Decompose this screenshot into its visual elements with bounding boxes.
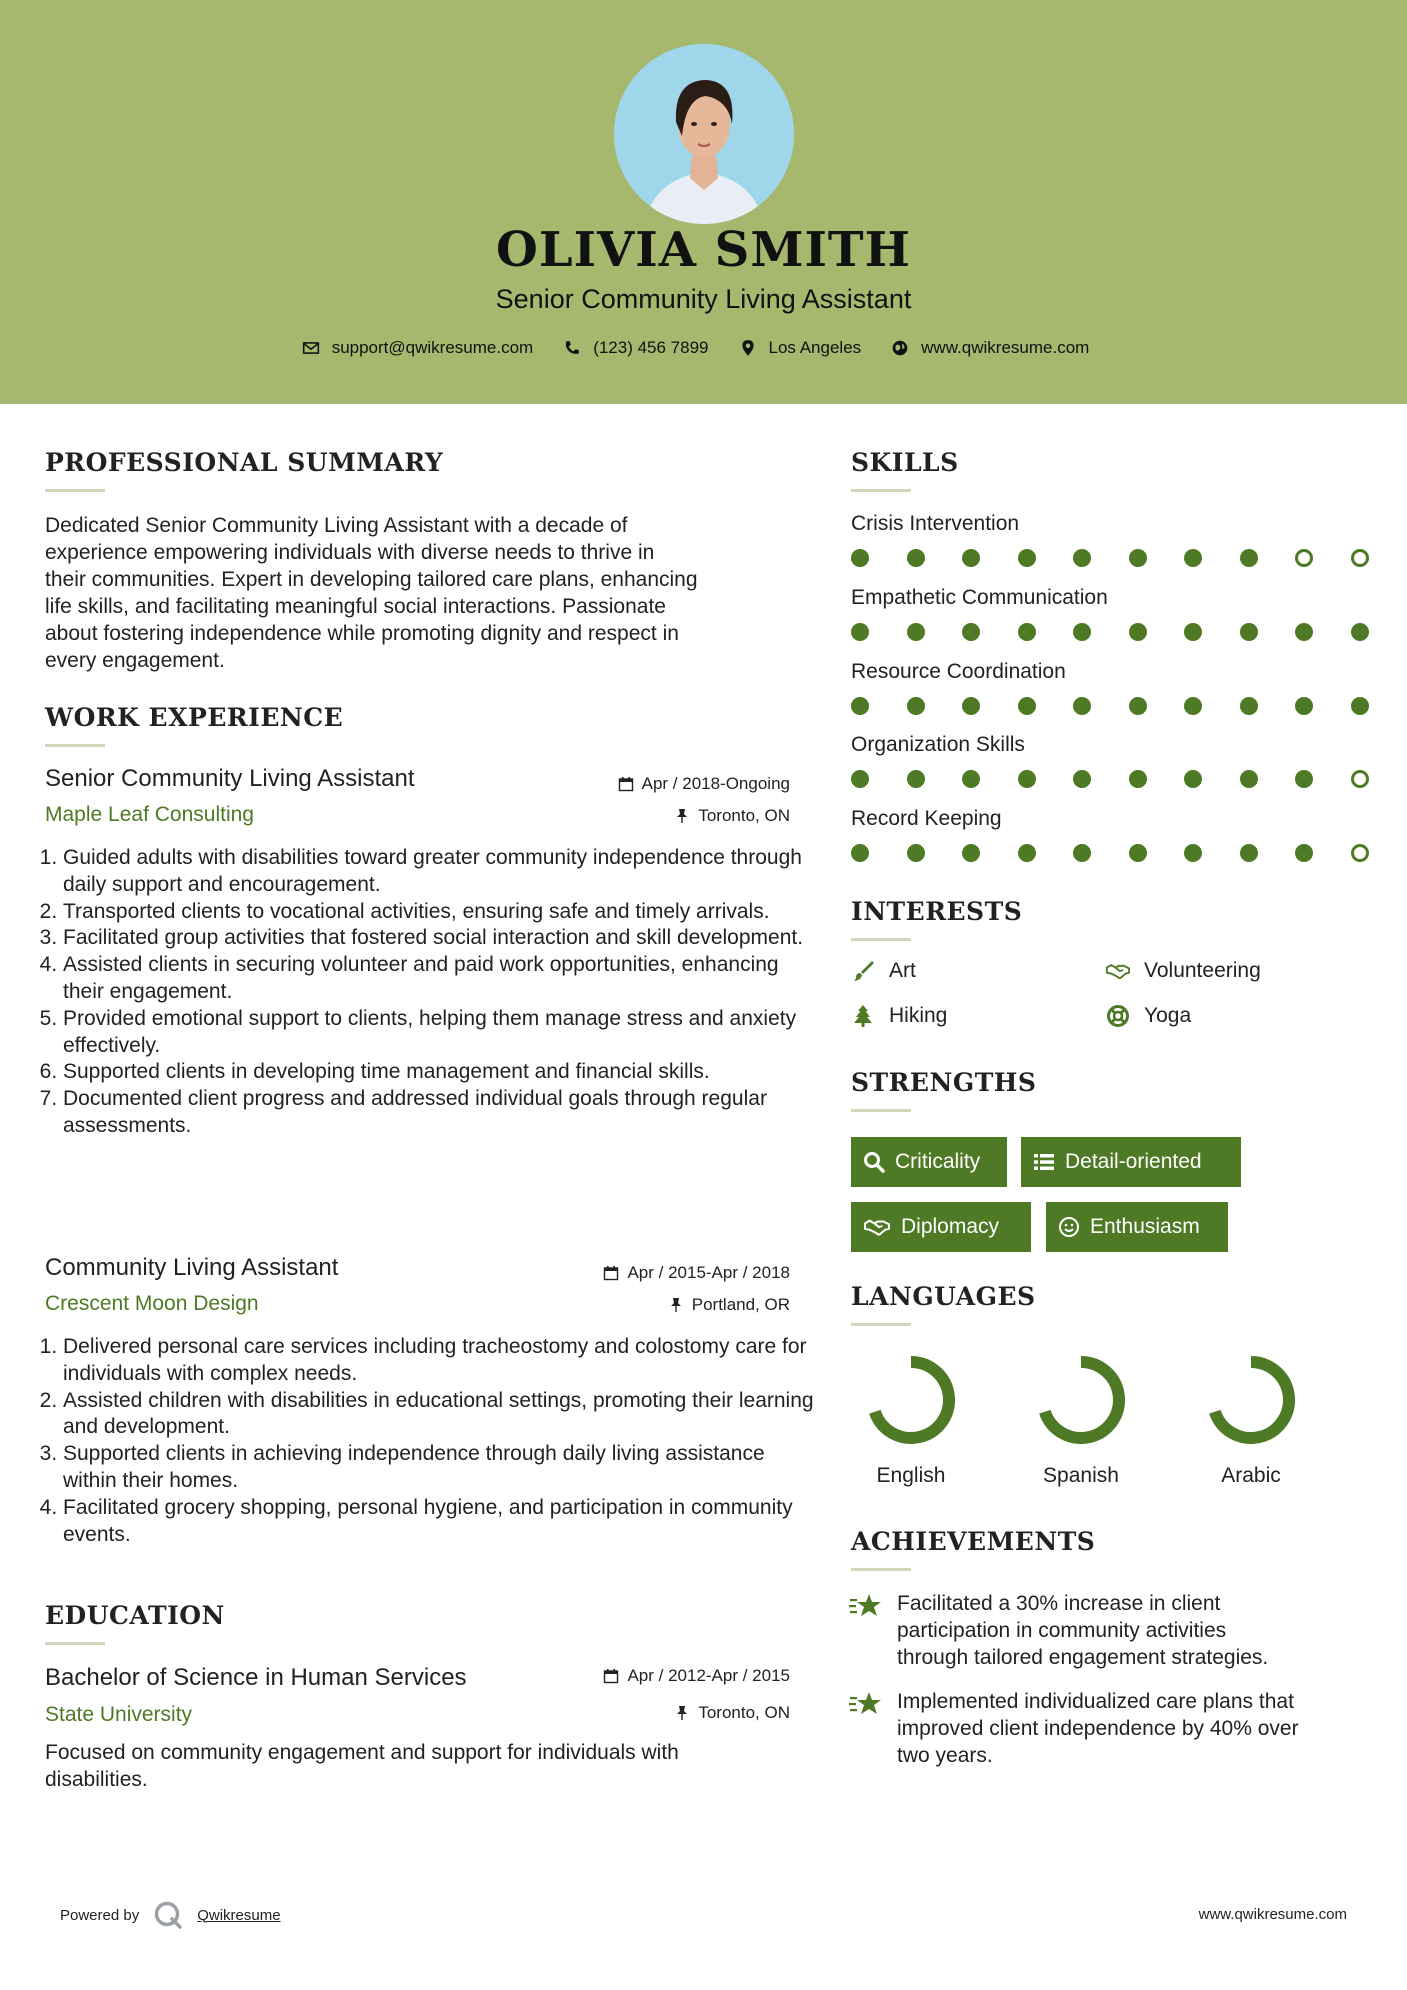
- interest-label: Volunteering: [1144, 959, 1261, 982]
- interest-item: [851, 959, 916, 983]
- achievements-underline: [851, 1568, 911, 1571]
- list-item: 1. Delivered personal care services including tracheostomy and colostomy care for individuals with complex needs.: [63, 1334, 815, 1388]
- skills-heading: SKILLS: [851, 448, 959, 477]
- list-item: 3. Supported clients in achieving independence through daily living assistance within their homes.: [63, 1441, 815, 1495]
- skill-dot-empty: [1295, 549, 1313, 567]
- email-text: support@qwikresume.com: [331, 338, 534, 357]
- achievement-line: Facilitated a 30% increase in client: [897, 1592, 1221, 1615]
- skill-dot-empty: [1351, 770, 1369, 788]
- language-arc: [1215, 1362, 1289, 1438]
- contact-email[interactable]: [302, 338, 534, 358]
- language-item: [1176, 1350, 1326, 1488]
- globe-icon: [891, 339, 909, 357]
- profile-photo: [614, 44, 794, 224]
- job-location-text: Portland, OR: [691, 1295, 790, 1314]
- contact-website[interactable]: [891, 338, 1089, 358]
- interests-underline: [851, 938, 911, 941]
- skill-name: Empathetic Communication: [851, 586, 1108, 609]
- lifebuoy-icon: [1106, 1004, 1130, 1028]
- skill-dot-filled: [1351, 697, 1369, 715]
- education-line: disabilities.: [45, 1768, 148, 1791]
- interest-item: [1106, 959, 1261, 983]
- strength-badge: [851, 1202, 1031, 1252]
- skill-dot-filled: [962, 697, 980, 715]
- pushpin-icon: [674, 808, 690, 824]
- smile-icon: [1058, 1216, 1080, 1238]
- job-date-text: Apr / 2018-Ongoing: [641, 774, 790, 793]
- skill-dot-filled: [1018, 844, 1036, 862]
- skill-dot-filled: [962, 770, 980, 788]
- skill-dot-filled: [1240, 844, 1258, 862]
- skill-dot-filled: [1240, 549, 1258, 567]
- list-icon: [1033, 1151, 1055, 1173]
- qwikresume-logo-icon: [153, 1900, 183, 1930]
- skill-dot-filled: [1295, 697, 1313, 715]
- skill-dot-filled: [1184, 549, 1202, 567]
- location-text: Los Angeles: [768, 338, 862, 357]
- language-progress-ring: [861, 1350, 961, 1450]
- skill-dot-filled: [1073, 549, 1091, 567]
- skill-name: Organization Skills: [851, 733, 1025, 756]
- job-title: Community Living Assistant: [45, 1254, 339, 1281]
- summary-line: their communities. Expert in developing tailored care plans, enhancing: [45, 568, 698, 591]
- achievement-text: [897, 1688, 1299, 1769]
- language-progress-ring: [1031, 1350, 1131, 1450]
- skill-dot-filled: [907, 549, 925, 567]
- summary-line: about fostering independence while promoting dignity and respect in: [45, 622, 679, 645]
- education-date-text: Apr / 2012-Apr / 2015: [627, 1666, 790, 1685]
- job-date: [500, 774, 790, 794]
- skill-dot-filled: [1073, 770, 1091, 788]
- strength-badge: [1021, 1137, 1241, 1187]
- handshake-icon: [1106, 959, 1130, 983]
- list-item: 5. Provided emotional support to clients, helping them manage stress and anxiety effectively.: [63, 1006, 815, 1060]
- skill-dot-filled: [1295, 844, 1313, 862]
- achievement-item: [849, 1688, 1299, 1769]
- job-company: Maple Leaf Consulting: [45, 803, 254, 826]
- skill-dot-filled: [1018, 549, 1036, 567]
- strength-label: Enthusiasm: [1090, 1215, 1200, 1238]
- language-arc: [1045, 1362, 1119, 1438]
- education-location: [500, 1703, 790, 1723]
- footer-website[interactable]: www.qwikresume.com: [1198, 1906, 1347, 1923]
- list-item: 3. Facilitated group activities that fostered social interaction and skill development.: [63, 925, 815, 952]
- skill-dot-filled: [1184, 770, 1202, 788]
- language-progress-ring: [1201, 1350, 1301, 1450]
- skill-dot-filled: [1240, 697, 1258, 715]
- job-location-text: Toronto, ON: [698, 806, 790, 825]
- candidate-name: OLIVIA SMITH: [496, 222, 911, 278]
- achievement-item: [849, 1590, 1268, 1671]
- search-icon: [863, 1151, 885, 1173]
- strength-label: Detail-oriented: [1065, 1150, 1202, 1173]
- powered-by-label: Powered by: [60, 1906, 140, 1924]
- job-date: [500, 1263, 790, 1283]
- contact-location: [739, 338, 862, 358]
- skill-dot-filled: [1295, 770, 1313, 788]
- skill-name: Crisis Intervention: [851, 512, 1020, 535]
- skill-dot-filled: [1129, 697, 1147, 715]
- skill-dot-filled: [1240, 770, 1258, 788]
- skill-dot-filled: [1073, 844, 1091, 862]
- skill-dot-filled: [1184, 623, 1202, 641]
- skill-dot-empty: [1351, 844, 1369, 862]
- skill-dot-filled: [851, 623, 869, 641]
- header-banner: [0, 0, 1407, 404]
- calendar-icon: [618, 776, 634, 792]
- strengths-heading: STRENGTHS: [851, 1068, 1037, 1097]
- phone-text: (123) 456 7899: [593, 338, 709, 357]
- language-name: Spanish: [1043, 1464, 1119, 1487]
- achievement-line: two years.: [897, 1744, 993, 1767]
- skill-dot-filled: [1018, 770, 1036, 788]
- skill-dot-filled: [1184, 697, 1202, 715]
- language-item: [1006, 1350, 1156, 1488]
- education-location-text: Toronto, ON: [698, 1703, 790, 1722]
- person-avatar-icon: [614, 44, 794, 224]
- strength-label: Diplomacy: [901, 1215, 1000, 1238]
- pushpin-icon: [674, 1705, 690, 1721]
- language-name: Arabic: [1221, 1464, 1281, 1487]
- summary-text: [45, 512, 805, 674]
- languages-underline: [851, 1323, 911, 1326]
- job-duties-list: [45, 1334, 815, 1548]
- skill-dot-filled: [1184, 844, 1202, 862]
- website-text: www.qwikresume.com: [921, 338, 1090, 357]
- list-item: 4. Assisted clients in securing volunteer and paid work opportunities, enhancing their engagement.: [63, 952, 815, 1006]
- skill-dot-filled: [1295, 623, 1313, 641]
- skill-dot-filled: [962, 844, 980, 862]
- job-company: Crescent Moon Design: [45, 1292, 259, 1315]
- education-date: [500, 1666, 790, 1686]
- skill-dot-filled: [1129, 844, 1147, 862]
- summary-heading: PROFESSIONAL SUMMARY: [45, 448, 444, 477]
- summary-line: experience empowering individuals with diverse needs to thrive in: [45, 541, 655, 564]
- skill-dot-filled: [962, 623, 980, 641]
- skill-dot-filled: [1018, 697, 1036, 715]
- education-line: Focused on community engagement and support for individuals with: [45, 1741, 679, 1764]
- skill-dot-filled: [1018, 623, 1036, 641]
- skill-dot-filled: [1129, 770, 1147, 788]
- skills-underline: [851, 489, 911, 492]
- skill-dot-filled: [1129, 623, 1147, 641]
- school-name: State University: [45, 1703, 193, 1726]
- interest-item: [851, 1004, 947, 1028]
- skill-dot-filled: [851, 697, 869, 715]
- interest-label: Art: [889, 959, 916, 982]
- calendar-icon: [603, 1668, 619, 1684]
- skill-dot-filled: [1073, 697, 1091, 715]
- skill-dot-filled: [851, 844, 869, 862]
- summary-line: Dedicated Senior Community Living Assistant with a decade of: [45, 514, 628, 537]
- list-item: 4. Facilitated grocery shopping, personal hygiene, and participation in community events.: [63, 1495, 815, 1549]
- skill-name: Record Keeping: [851, 807, 1002, 830]
- skill-dot-filled: [907, 623, 925, 641]
- achievement-line: improved client independence by 40% over: [897, 1717, 1299, 1740]
- list-item: 1. Guided adults with disabilities toward greater community independence through daily support and encouragement.: [63, 845, 815, 899]
- star-badge-icon: [849, 1592, 883, 1620]
- strengths-underline: [851, 1109, 911, 1112]
- skill-dot-filled: [1073, 623, 1091, 641]
- footer-powered-by: [60, 1900, 281, 1930]
- contact-bar: [0, 338, 1407, 358]
- language-item: [836, 1350, 986, 1488]
- calendar-icon: [603, 1265, 619, 1281]
- contact-phone[interactable]: [563, 338, 708, 358]
- candidate-title: Senior Community Living Assistant: [495, 284, 912, 314]
- interest-label: Hiking: [889, 1004, 948, 1027]
- summary-line: life skills, and facilitating meaningful social interactions. Passionate: [45, 595, 666, 618]
- achievement-text: [897, 1590, 1268, 1671]
- achievement-line: participation in community activities: [897, 1619, 1227, 1642]
- skill-dot-filled: [907, 770, 925, 788]
- tree-icon: [851, 1004, 875, 1028]
- skill-dot-filled: [851, 549, 869, 567]
- qwikresume-link[interactable]: Qwikresume: [197, 1906, 281, 1924]
- achievement-line: through tailored engagement strategies.: [897, 1646, 1269, 1669]
- skill-dot-filled: [907, 844, 925, 862]
- skill-dot-filled: [1240, 623, 1258, 641]
- skill-dot-filled: [962, 549, 980, 567]
- envelope-icon: [302, 339, 320, 357]
- achievements-heading: ACHIEVEMENTS: [851, 1527, 1096, 1556]
- skill-dot-filled: [907, 697, 925, 715]
- job-title: Senior Community Living Assistant: [45, 765, 415, 792]
- achievement-line: Implemented individualized care plans that: [897, 1690, 1294, 1713]
- interest-item: [1106, 1004, 1191, 1028]
- paint-brush-icon: [851, 959, 875, 983]
- skill-dot-filled: [1129, 549, 1147, 567]
- phone-icon: [563, 339, 581, 357]
- map-pin-icon: [739, 339, 757, 357]
- list-item: 2. Assisted children with disabilities in educational settings, promoting their learning and development.: [63, 1388, 815, 1442]
- education-description: [45, 1739, 805, 1793]
- education-heading: EDUCATION: [45, 1601, 225, 1630]
- language-name: English: [876, 1464, 946, 1487]
- strength-label: Criticality: [895, 1150, 981, 1173]
- language-arc: [875, 1362, 949, 1438]
- interests-heading: INTERESTS: [851, 897, 1023, 926]
- degree-title: Bachelor of Science in Human Services: [45, 1664, 467, 1691]
- pushpin-icon: [668, 1297, 684, 1313]
- languages-heading: LANGUAGES: [851, 1282, 1036, 1311]
- list-item: 6. Supported clients in developing time management and financial skills.: [63, 1059, 815, 1086]
- job-location: [500, 806, 790, 826]
- skill-dot-filled: [1351, 623, 1369, 641]
- star-badge-icon: [849, 1690, 883, 1718]
- summary-underline: [45, 489, 105, 492]
- experience-heading: WORK EXPERIENCE: [45, 703, 344, 732]
- job-duties-list: [45, 845, 815, 1140]
- list-item: 7. Documented client progress and addressed individual goals through regular assessments.: [63, 1086, 815, 1140]
- skill-dot-filled: [851, 770, 869, 788]
- skill-name: Resource Coordination: [851, 660, 1066, 683]
- education-underline: [45, 1642, 105, 1645]
- job-date-text: Apr / 2015-Apr / 2018: [627, 1263, 790, 1282]
- strength-badge: [1046, 1202, 1228, 1252]
- job-location: [500, 1295, 790, 1315]
- handshake-icon: [863, 1216, 891, 1238]
- skill-dot-empty: [1351, 549, 1369, 567]
- experience-underline: [45, 744, 105, 747]
- strength-badge: [851, 1137, 1007, 1187]
- summary-line: every engagement.: [45, 649, 225, 672]
- list-item: 2. Transported clients to vocational activities, ensuring safe and timely arrivals.: [63, 899, 815, 926]
- interest-label: Yoga: [1144, 1004, 1192, 1027]
